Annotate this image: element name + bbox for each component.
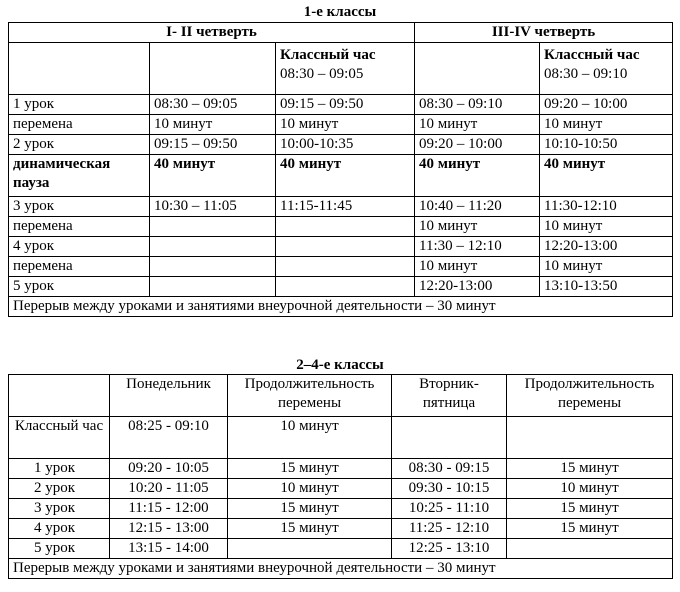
table-cell (9, 375, 110, 417)
table-row (9, 95, 673, 115)
table-cell: 10:40 – 11:20 (415, 197, 540, 217)
table-cell (507, 539, 673, 559)
table1-header-row (9, 23, 673, 43)
tuesday-friday-header: Вторник-пятница (392, 375, 507, 417)
table-cell: 10:00-10:35 (276, 135, 415, 155)
table-cell (276, 217, 415, 237)
table-cell: 12:15 - 13:00 (110, 519, 228, 539)
table-cell: 40 минут (150, 155, 276, 197)
table-cell: перемена (9, 115, 150, 135)
table2-footer-row (9, 559, 673, 579)
table-cell: 4 урок (9, 237, 150, 257)
grade1-schedule-table (8, 22, 673, 317)
table-cell: 10:30 – 11:05 (150, 197, 276, 217)
table-row (9, 479, 673, 499)
table-row (9, 115, 673, 135)
table-cell: 11:25 - 12:10 (392, 519, 507, 539)
table-cell: 40 минут (540, 155, 673, 197)
table-cell: 11:30 – 12:10 (415, 237, 540, 257)
table-cell: 11:15-11:45 (276, 197, 415, 217)
table-row (9, 155, 673, 197)
table2-footer-note: Перерыв между уроками и занятиями внеурочной деятельности – 30 минут (9, 559, 673, 579)
table-cell: 15 минут (228, 499, 392, 519)
table-cell (276, 237, 415, 257)
table-cell: 13:10-13:50 (540, 277, 673, 297)
table-cell: 15 минут (228, 459, 392, 479)
table-cell: 08:25 - 09:10 (110, 417, 228, 459)
table-cell: 2 урок (9, 135, 150, 155)
table-row (9, 135, 673, 155)
table-cell: 10:10-10:50 (540, 135, 673, 155)
quarter-1-2-header: I- II четверть (9, 23, 415, 43)
table-row (9, 217, 673, 237)
table-cell: 09:30 - 10:15 (392, 479, 507, 499)
table-cell (150, 217, 276, 237)
table-cell: 15 минут (228, 519, 392, 539)
class-hour-label: Классный час (280, 47, 376, 63)
table-cell: перемена (9, 217, 150, 237)
table-cell: 10 минут (228, 417, 392, 459)
table-cell (150, 277, 276, 297)
class-hour-left-cell (276, 43, 415, 95)
table-cell (150, 43, 276, 95)
table-cell: 10 минут (540, 257, 673, 277)
table-row (9, 277, 673, 297)
table-cell (276, 257, 415, 277)
table-cell: динамическая пауза (9, 155, 150, 197)
table-row (9, 417, 673, 459)
table-cell (228, 539, 392, 559)
class-hour-label: Классный час (544, 47, 640, 63)
table2-title: 2–4-е классы (296, 357, 384, 373)
class-hour-time: 08:30 – 09:10 (544, 66, 628, 82)
table-cell: 2 урок (9, 479, 110, 499)
table-cell: 3 урок (9, 499, 110, 519)
table-cell: 10 минут (276, 115, 415, 135)
table-cell: 09:15 – 09:50 (150, 135, 276, 155)
table-cell: 10 минут (540, 217, 673, 237)
table-cell: 08:30 – 09:05 (150, 95, 276, 115)
table-row (9, 237, 673, 257)
class-hour-right-cell (540, 43, 673, 95)
table-row (9, 539, 673, 559)
table-cell: 40 минут (415, 155, 540, 197)
table-cell: 11:30-12:10 (540, 197, 673, 217)
table-cell: 15 минут (507, 459, 673, 479)
table-cell: перемена (9, 257, 150, 277)
table-cell: 10 минут (415, 115, 540, 135)
table-cell: 10 минут (415, 257, 540, 277)
table-cell: 4 урок (9, 519, 110, 539)
table-cell: 09:15 – 09:50 (276, 95, 415, 115)
table-cell: 10:25 - 11:10 (392, 499, 507, 519)
table1-footer-row (9, 297, 673, 317)
monday-header: Понедельник (110, 375, 228, 417)
table-cell (276, 277, 415, 297)
table-cell: 12:20-13:00 (415, 277, 540, 297)
table-cell: 15 минут (507, 519, 673, 539)
table-cell: 5 урок (9, 539, 110, 559)
table2-header-row (9, 375, 673, 417)
table-cell: 09:20 – 10:00 (540, 95, 673, 115)
table-cell: 12:25 - 13:10 (392, 539, 507, 559)
table-cell: 10 минут (507, 479, 673, 499)
table-cell: 10 минут (540, 115, 673, 135)
class-hour-time: 08:30 – 09:05 (280, 66, 364, 82)
break-duration-header: Продолжительность перемены (228, 375, 392, 417)
table-cell: 10 минут (228, 479, 392, 499)
table-cell: 40 минут (276, 155, 415, 197)
table-cell: 15 минут (507, 499, 673, 519)
table-cell: 13:15 - 14:00 (110, 539, 228, 559)
break-duration-header: Продолжительность перемены (507, 375, 673, 417)
table-cell: 12:20-13:00 (540, 237, 673, 257)
table-cell: Классный час (9, 417, 110, 459)
table-cell: 09:20 – 10:00 (415, 135, 540, 155)
table-cell (415, 43, 540, 95)
table-cell (150, 257, 276, 277)
table-cell: 09:20 - 10:05 (110, 459, 228, 479)
table-cell: 5 урок (9, 277, 150, 297)
table-cell: 08:30 – 09:10 (415, 95, 540, 115)
table-row (9, 519, 673, 539)
table-row (9, 197, 673, 217)
table-cell (392, 417, 507, 459)
quarter-3-4-header: III-IV четверть (415, 23, 673, 43)
table-row (9, 499, 673, 519)
table-cell: 3 урок (9, 197, 150, 217)
grade2-4-schedule-table (8, 374, 673, 579)
table-cell (150, 237, 276, 257)
table-cell: 1 урок (9, 459, 110, 479)
table-cell: 11:15 - 12:00 (110, 499, 228, 519)
table-cell: 08:30 - 09:15 (392, 459, 507, 479)
table-cell: 10 минут (415, 217, 540, 237)
table1-class-hour-row (9, 43, 673, 95)
table-cell: 10:20 - 11:05 (110, 479, 228, 499)
table-cell (9, 43, 150, 95)
table-cell: 1 урок (9, 95, 150, 115)
table-cell: 10 минут (150, 115, 276, 135)
table1-title: 1-е классы (303, 4, 377, 20)
table-row (9, 257, 673, 277)
table1-footer-note: Перерыв между уроками и занятиями внеурочной деятельности – 30 минут (9, 297, 673, 317)
table-cell (507, 417, 673, 459)
table-row (9, 459, 673, 479)
